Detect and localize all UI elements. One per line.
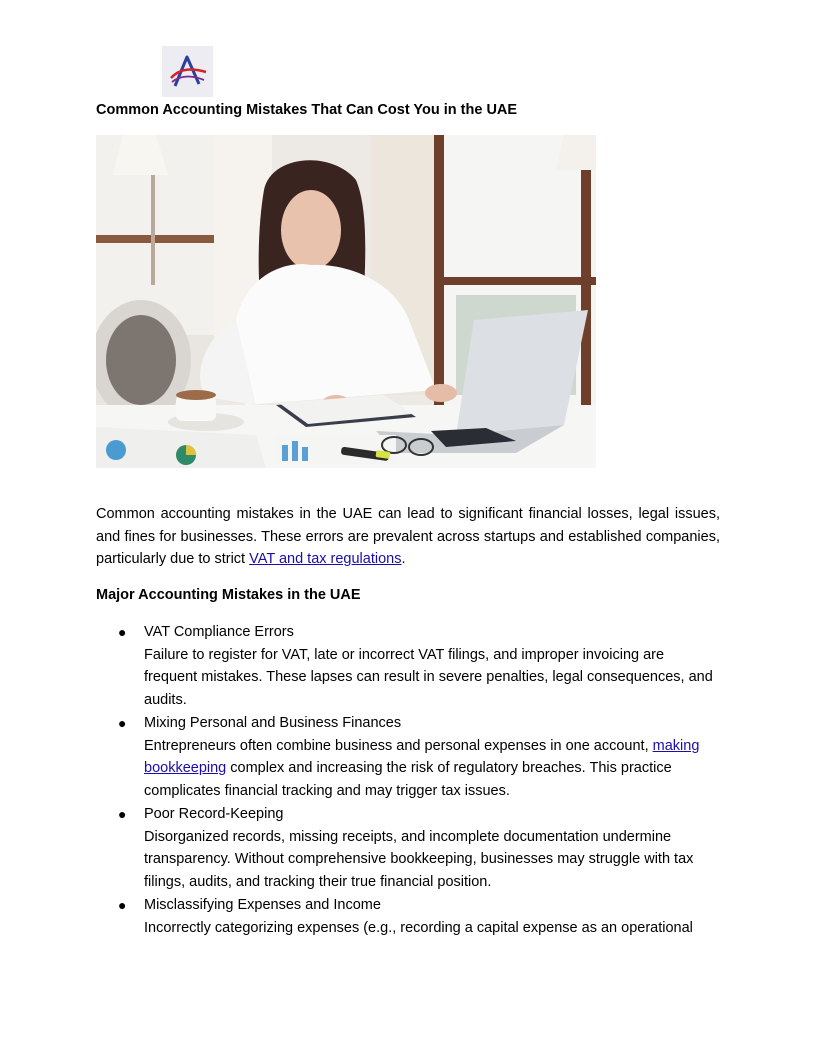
vat-regulations-link[interactable]: VAT and tax regulations [249, 551, 402, 567]
intro-text-end: . [401, 551, 406, 567]
item-description: Incorrectly categorizing expenses (e.g., recording a capital expense as an operational [144, 919, 693, 936]
list-item [96, 621, 720, 711]
bullet-icon: ● [118, 805, 127, 822]
item-description: Disorganized records, missing receipts, and incomplete documentation undermine transparency. Without comprehensive bookkeeping, businesses may struggle with tax filings, audits, and tracking their true financial position. [144, 828, 694, 890]
making-bookkeeping-link[interactable]: making bookkeeping [144, 737, 700, 777]
list-item [96, 803, 720, 893]
intro-paragraph [96, 503, 720, 571]
item-description [144, 735, 720, 803]
bullet-icon: ● [118, 714, 127, 731]
page-title: Common Accounting Mistakes That Can Cost You in the UAE [96, 102, 518, 118]
item-description-text-end: complex and increasing the risk of regulatory breaches. This practice complicates financial tracking and may trigger tax issues. [144, 760, 672, 799]
company-logo-icon [162, 46, 213, 97]
item-title: VAT Compliance Errors [144, 624, 294, 640]
mistakes-list [96, 621, 720, 940]
item-title: Poor Record-Keeping [144, 805, 284, 822]
woman-at-laptop-photo [96, 135, 596, 468]
list-item [96, 712, 720, 802]
bullet-icon: ● [118, 624, 127, 640]
bullet-icon: ● [118, 896, 127, 913]
item-title: Mixing Personal and Business Finances [144, 714, 402, 731]
intro-text: Common accounting mistakes in the UAE can lead to significant financial losses, legal issues, and fines for businesses. These errors are prevalent across startups and established companies, particularly due to strict [96, 506, 720, 567]
list-item [96, 894, 720, 939]
item-description-text: Entrepreneurs often combine business and personal expenses in one account, [144, 737, 653, 754]
item-description: Failure to register for VAT, late or incorrect VAT filings, and improper invoicing are frequent mistakes. These lapses can result in severe penalties, legal consequences, and audits. [144, 646, 713, 708]
item-title: Misclassifying Expenses and Income [144, 896, 381, 913]
section-heading: Major Accounting Mistakes in the UAE [96, 587, 361, 603]
